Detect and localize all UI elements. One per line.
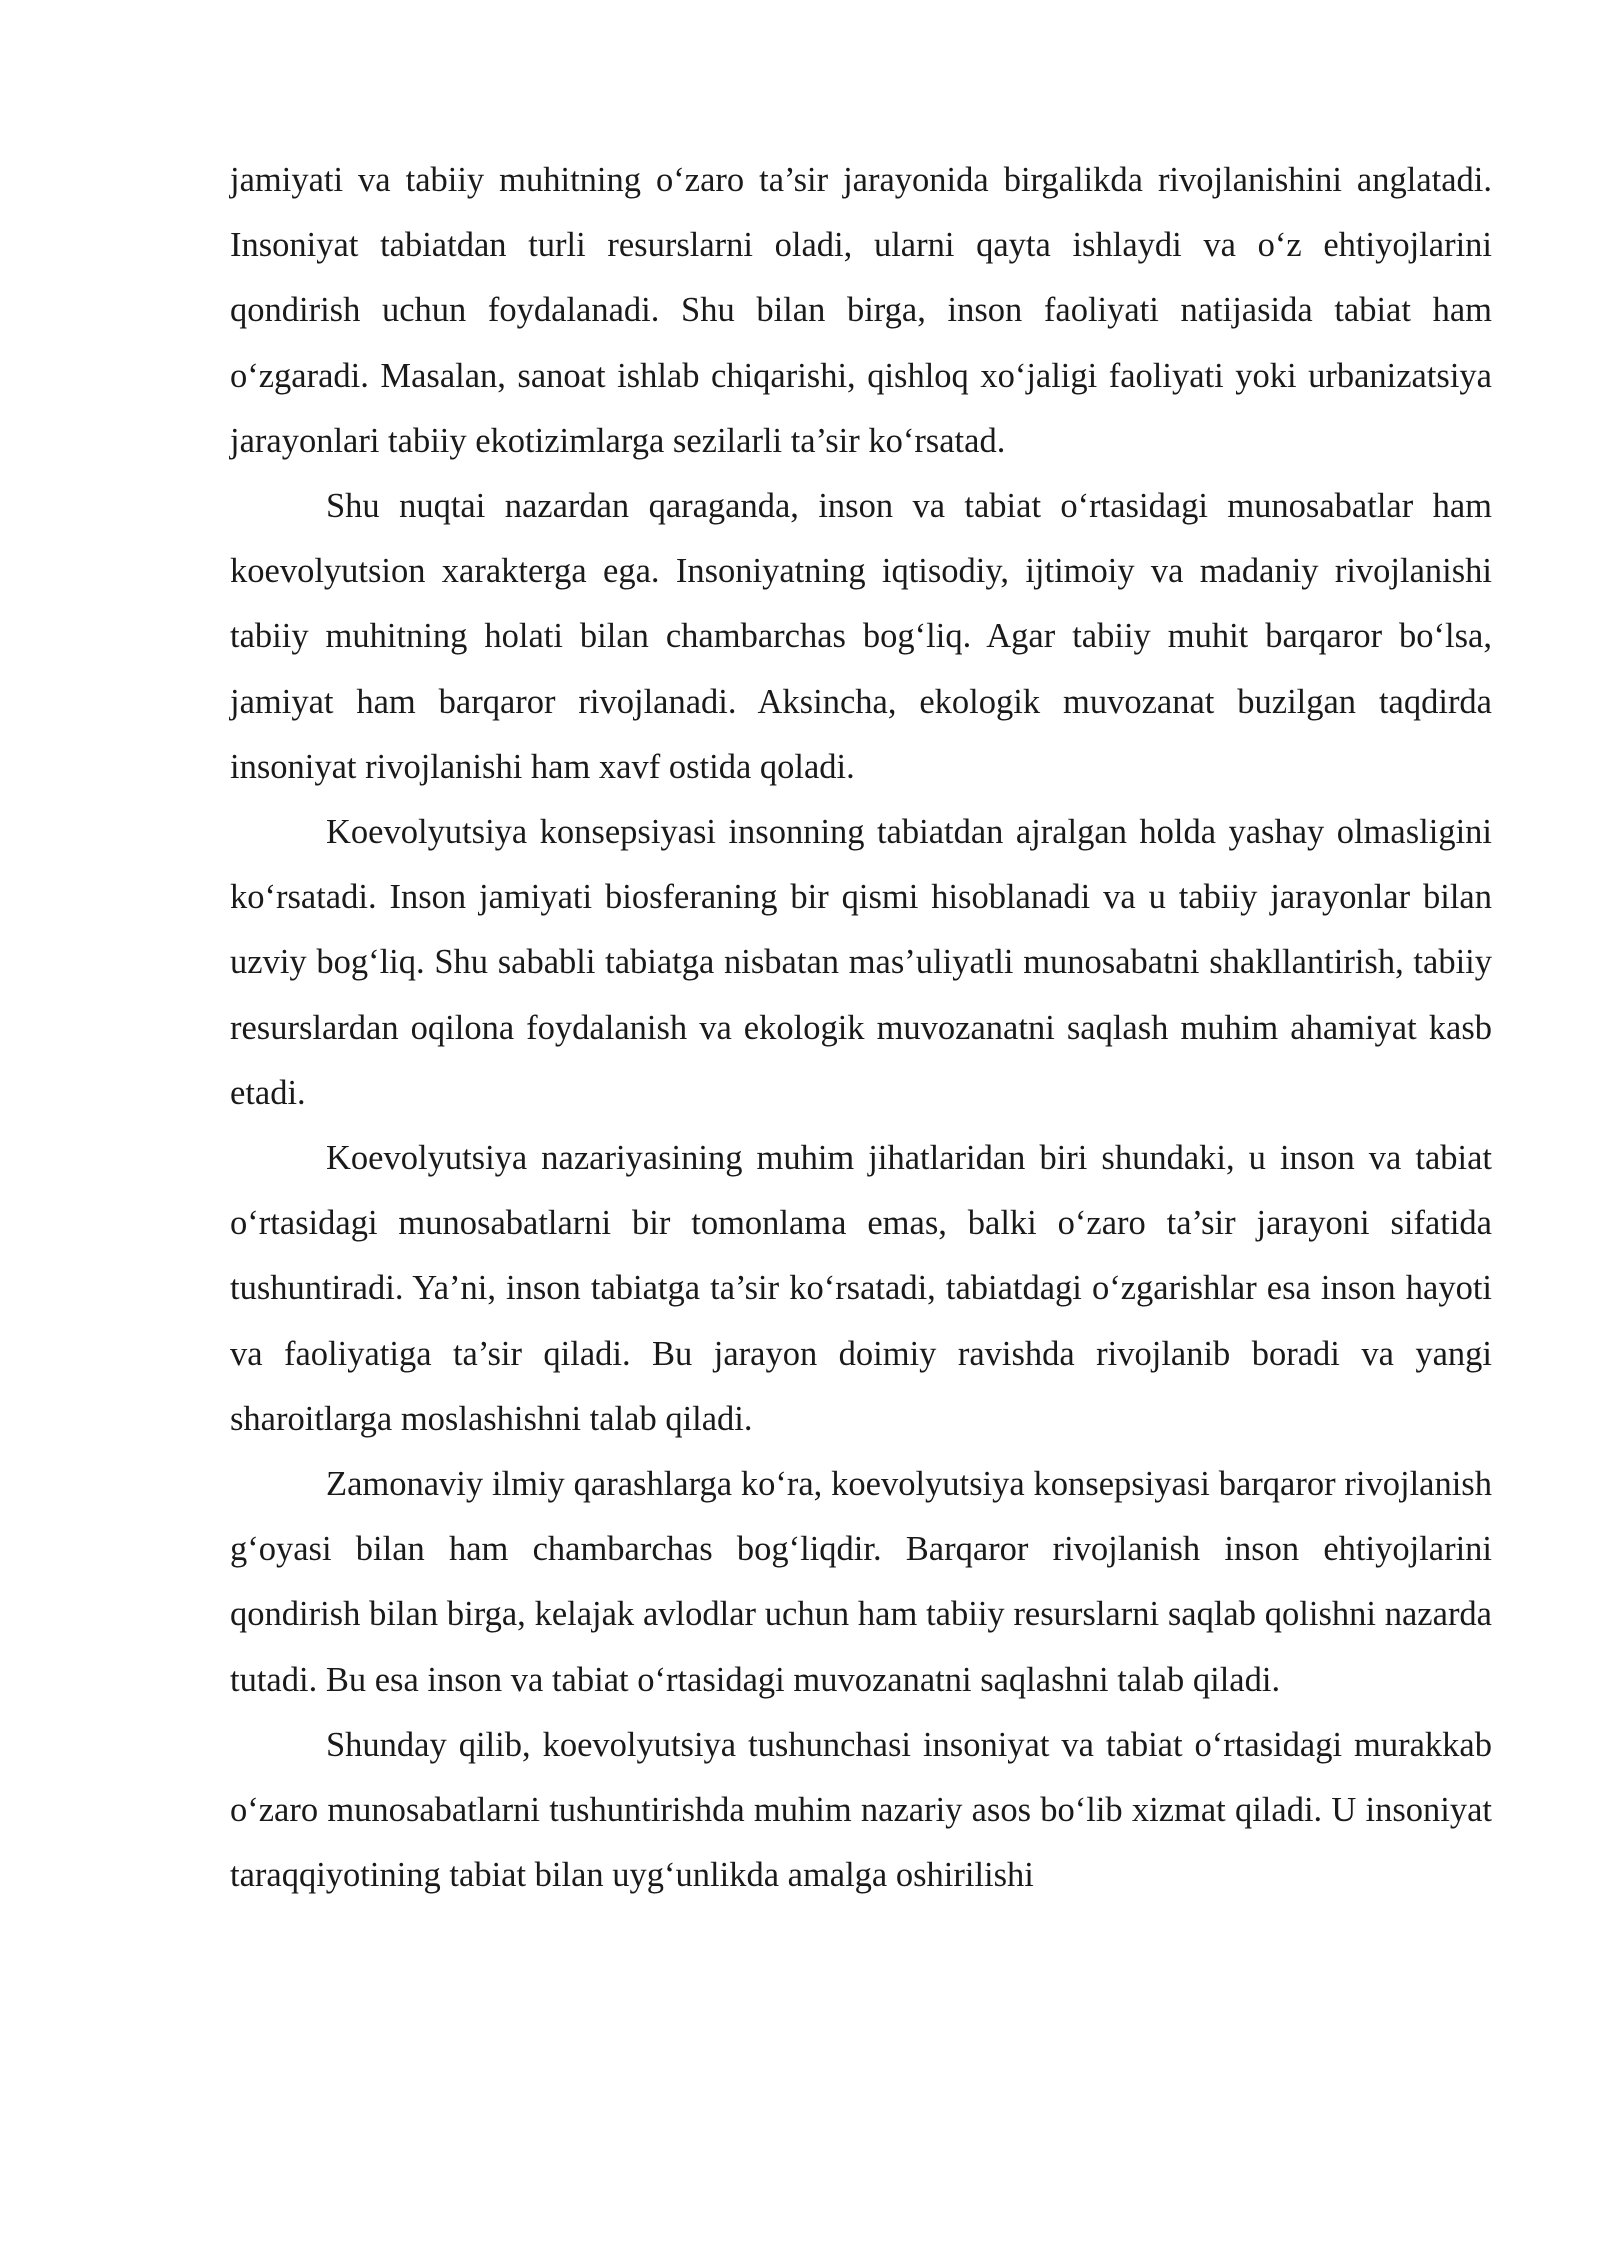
paragraph-2: Shu nuqtai nazardan qaraganda, inson va tabiat o‘rtasidagi munosabatlar ham koevolyutsion xarakterga ega. Insoniyatning iqtisodiy, ijtimoiy va madaniy rivojlanishi tabiiy muhitning holati bilan chambarchas bog‘liq. Agar tabiiy muhit barqaror bo‘lsa, jamiyat ham barqaror rivojlanadi. Aksincha, ekologik muvozanat buzilgan taqdirda insoniyat rivojlanishi ham xavf ostida qoladi.: [230, 487, 1492, 786]
paragraph-4: Koevolyutsiya nazariyasining muhim jihatlaridan biri shundaki, u inson va tabiat o‘rtasidagi munosabatlarni bir tomonlama emas, balki o‘zaro ta’sir jarayoni sifatida tushuntiradi. Ya’ni, inson tabiatga ta’sir ko‘rsatadi, tabiatdagi o‘zgarishlar esa inson hayoti va faoliyatiga ta’sir qiladi. Bu jarayon doimiy ravishda rivojlanib boradi va yangi sharoitlarga moslashishni talab qiladi.: [230, 1139, 1492, 1438]
paragraph-3: Koevolyutsiya konsepsiyasi insonning tabiatdan ajralgan holda yashay olmasligini ko‘rsatadi. Inson jamiyati biosferaning bir qismi hisoblanadi va u tabiiy jarayonlar bilan uzviy bog‘liq. Shu sababli tabiatga nisbatan mas’uliyatli munosabatni shakllantirish, tabiiy resurslardan oqilona foydalanish va ekologik muvozanatni saqlash muhim ahamiyat kasb etadi.: [230, 813, 1492, 1112]
paragraph-5: Zamonaviy ilmiy qarashlarga ko‘ra, koevolyutsiya konsepsiyasi barqaror rivojlanish g‘oyasi bilan ham chambarchas bog‘liqdir. Barqaror rivojlanish inson ehtiyojlarini qondirish bilan birga, kelajak avlodlar uchun ham tabiiy resurslarni saqlab qolishni nazarda tutadi. Bu esa inson va tabiat o‘rtasidagi muvozanatni saqlashni talab qiladi.: [230, 1465, 1492, 1699]
paragraph-1: jamiyati va tabiiy muhitning o‘zaro ta’sir jarayonida birgalikda rivojlanishini anglatadi. Insoniyat tabiatdan turli resurslarni oladi, ularni qayta ishlaydi va o‘z ehtiyojlarini qondirish uchun foydalanadi. Shu bilan birga, inson faoliyati natijasida tabiat ham o‘zgaradi. Masalan, sanoat ishlab chiqarishi, qishloq xo‘jaligi faoliyati yoki urbanizatsiya jarayonlari tabiiy ekotizimlarga sezilarli ta’sir ko‘rsatad.: [230, 161, 1492, 460]
paragraph-6: Shunday qilib, koevolyutsiya tushunchasi insoniyat va tabiat o‘rtasidagi murakkab o‘zaro munosabatlarni tushuntirishda muhim nazariy asos bo‘lib xizmat qiladi. U insoniyat taraqqiyotining tabiat bilan uyg‘unlikda amalga oshirilishi: [230, 1725, 1492, 1895]
document-body: [230, 148, 1492, 1908]
